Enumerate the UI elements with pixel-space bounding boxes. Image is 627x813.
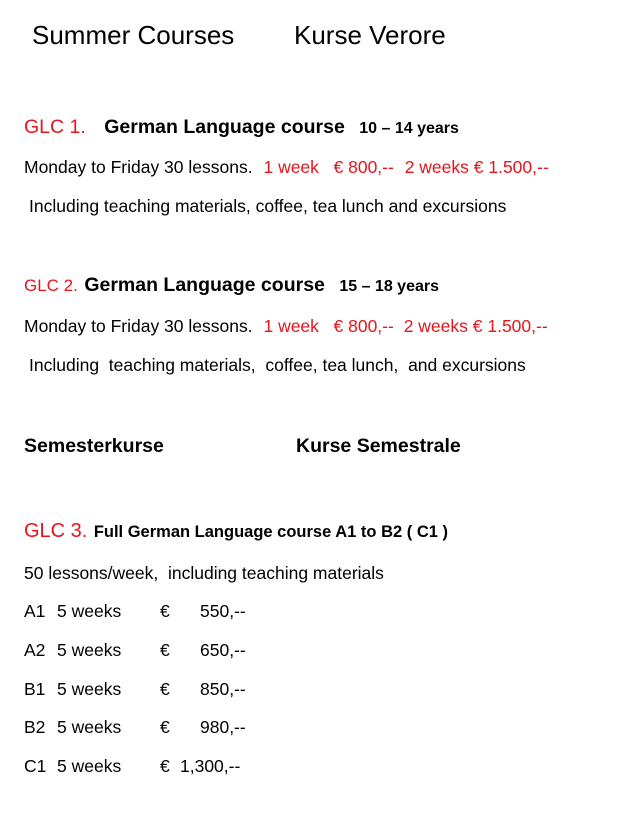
level-duration: 5 weeks	[57, 640, 122, 660]
course2-code: GLC 2.	[24, 276, 78, 295]
level-price: 850,--	[200, 679, 246, 699]
course2-schedule-line	[24, 316, 548, 337]
level-duration: 5 weeks	[57, 756, 122, 776]
price-row-a1	[24, 601, 284, 625]
course2-schedule: Monday to Friday 30 lessons.	[24, 316, 253, 336]
level-duration: 5 weeks	[57, 679, 122, 699]
level-duration: 5 weeks	[57, 601, 122, 621]
course3-code: GLC 3.	[24, 520, 88, 542]
course1-includes: Including teaching materials, coffee, tea lunch and excursions	[29, 196, 507, 216]
euro-symbol: €	[160, 640, 170, 660]
level-price: 550,--	[200, 601, 246, 621]
title-kurse-verore: Kurse Verore	[294, 20, 446, 50]
course1-age: 10 – 14 years	[359, 120, 459, 137]
price-row-c1	[24, 756, 284, 780]
level-price: 980,--	[200, 717, 246, 737]
course1-price-1week: 1 week € 800,--	[263, 157, 394, 177]
euro-symbol: €	[160, 601, 170, 621]
course2-price-2weeks: 2 weeks € 1.500,--	[403, 316, 548, 336]
semester-title-de: Semesterkurse	[24, 435, 164, 457]
euro-symbol: €	[160, 679, 170, 699]
level-duration: 5 weeks	[57, 717, 122, 737]
level-price: 650,--	[200, 640, 246, 660]
course1-schedule: Monday to Friday 30 lessons.	[24, 157, 253, 177]
course1-code: GLC 1.	[24, 116, 86, 138]
price-row-a2	[24, 640, 284, 664]
course3-details: 50 lessons/week, including teaching materials	[24, 563, 384, 583]
course3-heading	[24, 520, 448, 543]
level-label: C1	[24, 756, 47, 776]
level-label: B1	[24, 679, 46, 699]
course2-price-1week: 1 week € 800,--	[263, 316, 394, 336]
euro-symbol: €	[160, 717, 170, 737]
level-label: B2	[24, 717, 46, 737]
course3-name: Full German Language course A1 to B2 ( C1 )	[93, 523, 449, 541]
course1-heading	[24, 116, 459, 139]
level-label: A1	[24, 601, 46, 621]
course2-includes: Including teaching materials, coffee, tea lunch, and excursions	[29, 355, 526, 375]
course1-name: German Language course	[104, 116, 345, 138]
euro-symbol: €	[160, 756, 170, 776]
course2-name: German Language course	[84, 274, 325, 296]
course1-price-2weeks: 2 weeks € 1.500,--	[404, 157, 549, 177]
title-summer-courses: Summer Courses	[32, 20, 235, 50]
course1-schedule-line	[24, 157, 549, 178]
course2-heading	[24, 274, 439, 297]
level-label: A2	[24, 640, 46, 660]
course2-age: 15 – 18 years	[339, 278, 439, 295]
semester-title-al: Kurse Semestrale	[296, 435, 461, 457]
price-row-b1	[24, 679, 284, 703]
price-row-b2	[24, 717, 284, 741]
level-price: 1,300,--	[180, 756, 241, 776]
